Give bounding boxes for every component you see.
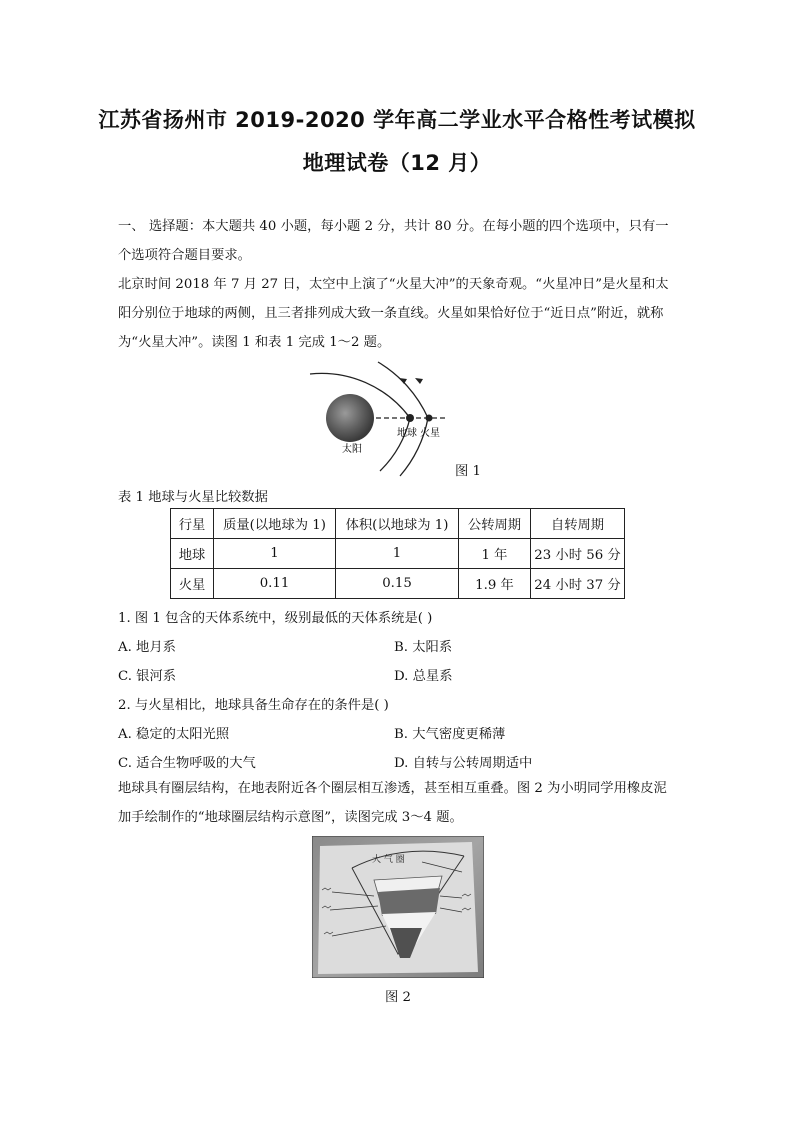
earth-label: 地球 bbox=[397, 428, 417, 439]
table-cell: 1.9 年 bbox=[459, 569, 531, 599]
table-1-caption: 表 1 地球与火星比较数据 bbox=[118, 490, 268, 505]
question-2-option-c[interactable]: C. 适合生物呼吸的大气 bbox=[118, 756, 256, 771]
table-cell: 23 小时 56 分 bbox=[531, 539, 625, 569]
table-cell: 地球 bbox=[171, 539, 214, 569]
clay-band bbox=[378, 888, 440, 916]
intro-paragraph-2: 地球具有圈层结构，在地表附近各个圈层相互渗透，甚至相互重叠。图 2 为小明同学用橡皮泥加手绘制作的“地球圈层结构示意图”，读图完成 3～4 题。 bbox=[118, 781, 667, 825]
mars-label: 火星 bbox=[420, 428, 440, 439]
table-header-cell: 公转周期 bbox=[459, 509, 531, 539]
question-1-option-b[interactable]: B. 太阳系 bbox=[394, 640, 453, 655]
intro-paragraph-1: 北京时间 2018 年 7 月 27 日，太空中上演了“火星大冲”的天象奇观。“火星冲日”是火星和太阳分别位于地球的两侧，且三者排列成大致一条直线。火星如果恰好位于“近日点”附近，就称为“火星大冲”。读图 1 和表 1 完成 1～2 题。 bbox=[118, 277, 669, 350]
table-header-row bbox=[171, 509, 625, 539]
table-cell: 24 小时 37 分 bbox=[531, 569, 625, 599]
sun-label: 太阳 bbox=[342, 444, 362, 455]
figure-2-photo bbox=[312, 836, 484, 978]
table-header-cell: 行星 bbox=[171, 509, 214, 539]
table-row bbox=[171, 539, 625, 569]
figure-1-caption: 图 1 bbox=[455, 464, 481, 479]
table-cell: 1 年 bbox=[459, 539, 531, 569]
question-2-option-b[interactable]: B. 大气密度更稀薄 bbox=[394, 727, 506, 742]
earth-icon bbox=[406, 414, 414, 422]
orbit-arrow-icon bbox=[415, 378, 423, 384]
handwritten-label: 大 气 圈 bbox=[372, 855, 405, 865]
table-header-cell: 自转周期 bbox=[531, 509, 625, 539]
page-subtitle: 地理试卷（12 月） bbox=[302, 151, 492, 175]
question-1-option-a[interactable]: A. 地月系 bbox=[118, 640, 176, 655]
table-header-cell: 质量(以地球为 1) bbox=[214, 509, 336, 539]
question-1-stem: 1. 图 1 包含的天体系统中，级别最低的天体系统是( ) bbox=[118, 611, 433, 626]
table-cell: 0.15 bbox=[336, 569, 459, 599]
question-2-option-d[interactable]: D. 自转与公转周期适中 bbox=[394, 756, 533, 771]
table-cell: 0.11 bbox=[214, 569, 336, 599]
page-title: 江苏省扬州市 2019-2020 学年高二学业水平合格性考试模拟 bbox=[98, 108, 696, 132]
table-cell: 1 bbox=[214, 539, 336, 569]
table-row bbox=[171, 569, 625, 599]
question-1-option-c[interactable]: C. 银河系 bbox=[118, 669, 177, 684]
table-header-cell: 体积(以地球为 1) bbox=[336, 509, 459, 539]
question-2-stem: 2. 与火星相比，地球具备生命存在的条件是( ) bbox=[118, 698, 389, 713]
sun-icon bbox=[326, 394, 374, 442]
question-1-option-d[interactable]: D. 总星系 bbox=[394, 669, 453, 684]
comparison-table bbox=[170, 508, 625, 599]
table-cell: 1 bbox=[336, 539, 459, 569]
mars-icon bbox=[426, 415, 433, 422]
table-cell: 火星 bbox=[171, 569, 214, 599]
orbit-arrow-icon bbox=[399, 378, 407, 384]
question-2-option-a[interactable]: A. 稳定的太阳光照 bbox=[118, 727, 230, 742]
figure-2-caption: 图 2 bbox=[385, 990, 411, 1005]
section-heading: 一、 选择题：本大题共 40 小题，每小题 2 分，共计 80 分。在每小题的四个选项中，只有一个选项符合题目要求。 bbox=[118, 219, 669, 263]
